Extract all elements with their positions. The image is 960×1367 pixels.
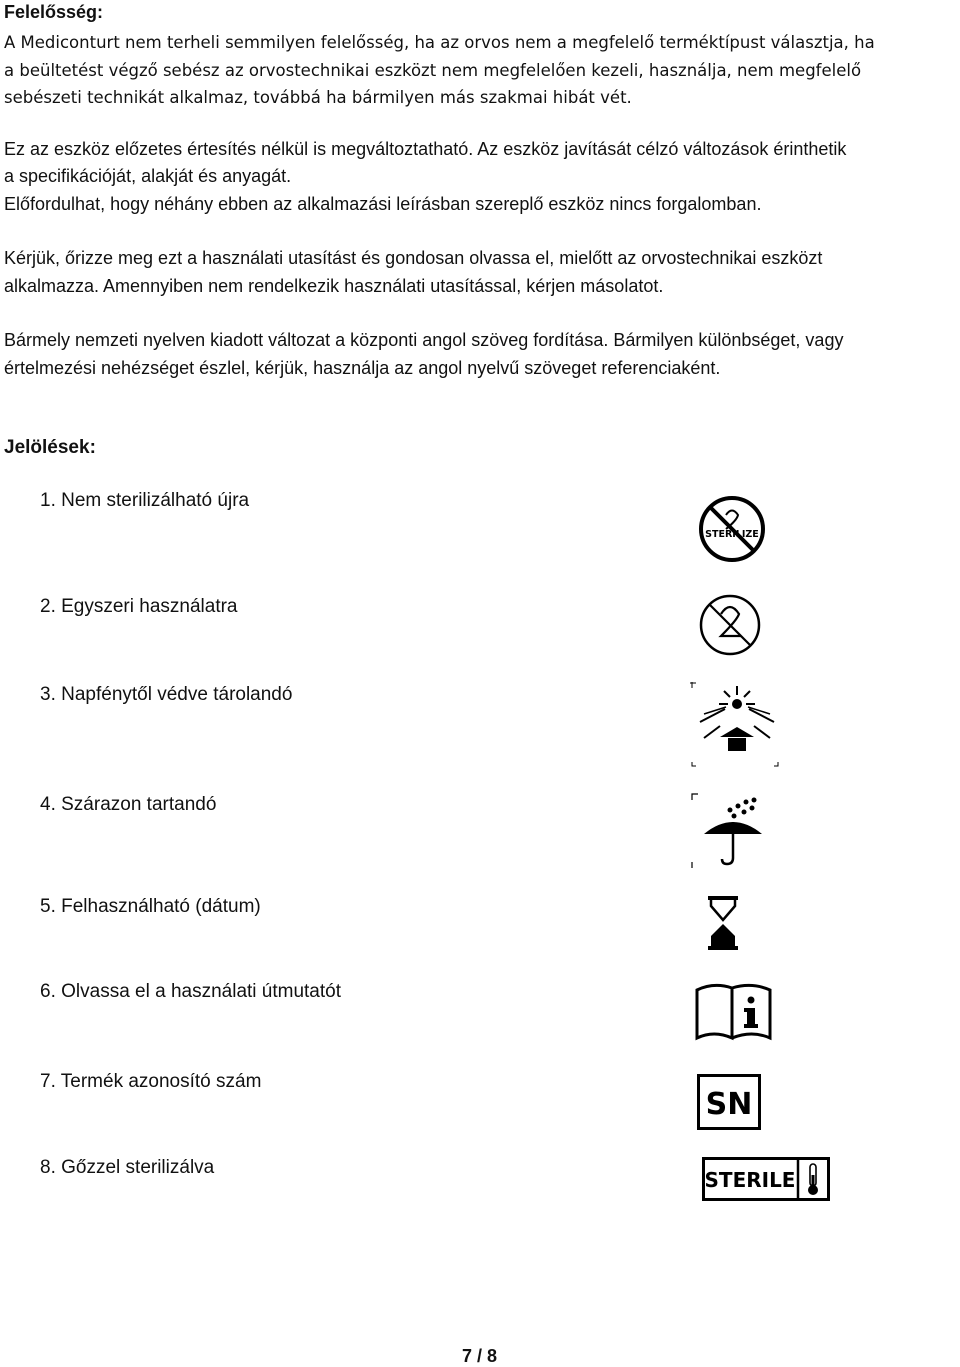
symbol-label-2: 2. Egyszeri használatra (40, 596, 238, 617)
keep-dry-icon (690, 792, 776, 870)
consult-instructions-icon (694, 980, 774, 1040)
symbol-label-4: 4. Szárazon tartandó (40, 794, 217, 815)
serial-number-icon (697, 1074, 761, 1130)
symbol-label-3: 3. Napfénytől védve tárolandó (40, 684, 293, 705)
symbol-label-1: 1. Nem sterilizálható újra (40, 490, 250, 511)
liability-line-2: a beültetést végző sebész az orvostechnikai eszközt nem megfelelően kezeli, használja, nem megfelelő (4, 61, 862, 80)
keep-away-from-sunlight-icon (690, 682, 780, 768)
symbol-label-7: 7. Termék azonosító szám (40, 1071, 262, 1092)
keep-line-1: Kérjük, őrizze meg ezt a használati utasítást és gondosan olvassa el, mielőtt az orvostechnikai eszközt (4, 248, 823, 268)
change-line-3: Előfordulhat, hogy néhány ebben az alkalmazási leírásban szereplő eszköz nincs forgalomban. (4, 194, 762, 214)
liability-heading: Felelősség: (4, 2, 104, 22)
translation-line-2: értelmezési nehézséget észlel, kérjük, használja az angol nyelvű szöveget referenciaként. (4, 358, 721, 378)
use-by-date-icon (708, 896, 738, 950)
steam-sterilized-icon-text: STERILE (704, 1168, 796, 1192)
change-line-1: Ez az eszköz előzetes értesítés nélkül is megváltoztatható. Az eszköz javítását célzó változások érinthetik (4, 139, 847, 159)
do-not-resterilize-icon-text: STERILIZE (705, 529, 759, 540)
symbols-heading: Jelölések: (4, 437, 96, 458)
liability-line-1: A Medicon​turt nem terheli semmilyen felelősség, ha az orvos nem a megfelelő terméktípust választja, ha (4, 33, 875, 52)
liability-line-3: sebészeti technikát alkalmaz, továbbá ha bármilyen más szakmai hibát vét. (4, 88, 632, 107)
symbol-label-5: 5. Felhasználható (dátum) (40, 896, 261, 917)
change-line-2: a specifikációját, alakját és anyagát. (4, 166, 292, 186)
serial-number-icon-text: SN (705, 1087, 753, 1122)
keep-line-2: alkalmazza. Amennyiben nem rendelkezik használati utasítással, kérjen másolatot. (4, 276, 664, 296)
symbol-label-6: 6. Olvassa el a használati útmutatót (40, 981, 341, 1002)
do-not-resterilize-icon (696, 493, 768, 565)
single-use-icon (697, 592, 763, 658)
translation-line-1: Bármely nemzeti nyelven kiadott változat a központi angol szöveg fordítása. Bármilyen különbséget, vagy (4, 330, 844, 350)
symbol-label-8: 8. Gőzzel sterilizálva (40, 1157, 215, 1178)
steam-sterilized-icon (702, 1157, 830, 1201)
page-number: 7 / 8 (462, 1346, 498, 1366)
